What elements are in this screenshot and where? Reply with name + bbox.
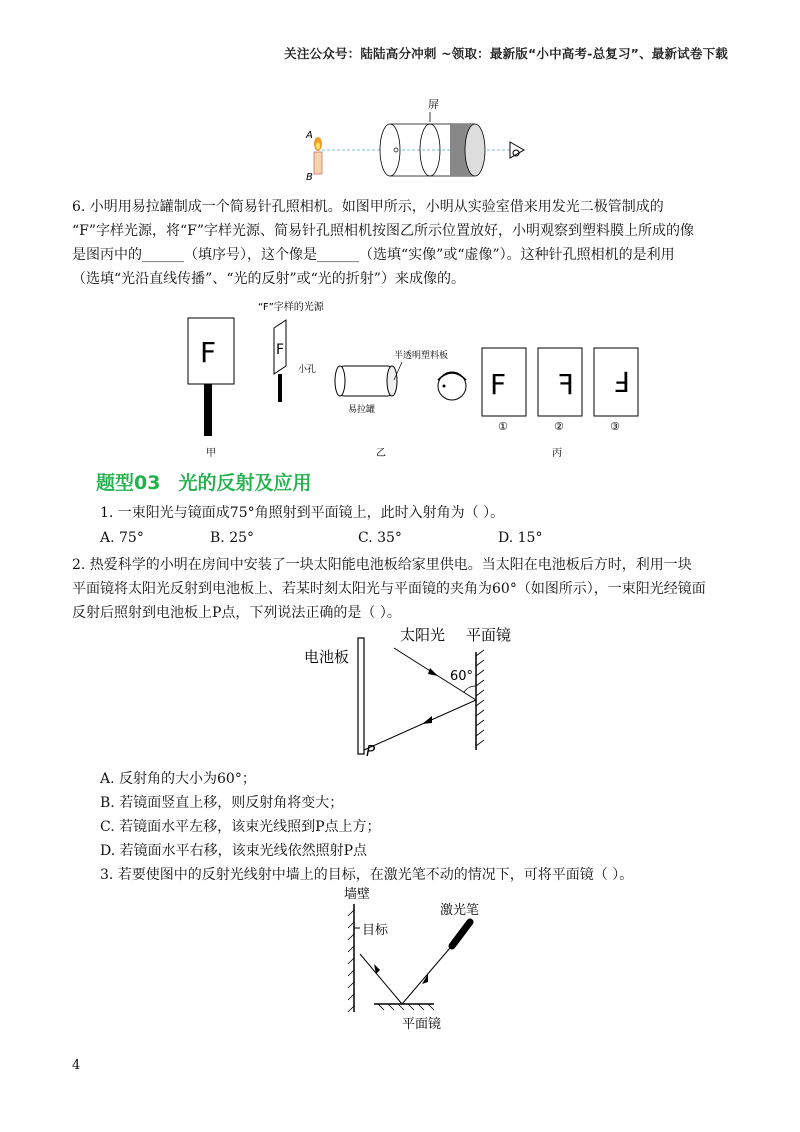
option-number-3: ③ (610, 420, 620, 433)
q6-line3: 是图丙中的______（填序号），这个像是______（选填“实像”或“虚像”）。这种针孔照相机的是利用 (72, 247, 675, 263)
laser-pen (452, 922, 470, 946)
caption-jia: 甲 (206, 448, 216, 459)
q6-line2: “F”字样光源，将“F”字样光源、简易针孔照相机按图乙所示位置放好，小明观察到塑料膜上所成的像 (72, 223, 695, 239)
option-number-1: ① (498, 420, 508, 433)
point-p-label: P (366, 742, 376, 760)
point-b-label: B (306, 172, 313, 183)
panel-label: 电池板 (304, 648, 350, 666)
angle-label: 60° (450, 669, 474, 684)
observer-head (438, 372, 466, 400)
q6-line1: 6. 小明用易拉罐制成一个简易针孔照相机。如图甲所示，小明从实验室借来用发光二极管制成的 (72, 199, 664, 215)
pinhole-camera-figure (300, 92, 540, 187)
q3-mirror-label: 平面镜 (402, 1017, 442, 1032)
small-source-letter: F (276, 342, 285, 358)
q2-option-c: C. 若镜面水平左移，该束光线照到P点上方； (100, 819, 381, 835)
hole-label: 小孔 (298, 365, 317, 375)
page-header: 关注公众号：陆陆高分冲刺 ~领取：最新版“小中高考-总复习”、最新试卷下载 (284, 46, 728, 61)
q6-line4: （选填“光沿直线传播”、“光的反射”或“光的折射”）来成像的。 (72, 271, 465, 287)
q1-option-b: B. 25° (210, 530, 255, 546)
q1-option-d: D. 15° (498, 530, 543, 546)
mirror-label: 平面镜 (466, 626, 512, 644)
q2-option-b: B. 若镜面竖直上移，则反射角将变大； (100, 795, 344, 811)
light-source-letter: F (200, 336, 217, 369)
q2-line1: 2. 热爱科学的小明在房间中安装了一块太阳能电池板给家里供电。当太阳在电池板后方时，利用一块 (72, 557, 692, 573)
q2-line3: 反射后照射到电池板上P点，下列说法正确的是（ ）。 (72, 605, 401, 621)
q2-line2: 平面镜将太阳光反射到电池板上、若某时刻太阳光与平面镜的夹角为60°（如图所示），一束阳光经镜面 (72, 581, 706, 597)
candle (314, 152, 322, 174)
q2-option-d: D. 若镜面水平右移，该束光线依然照射P点 (100, 843, 368, 859)
q1-option-a: A. 75° (100, 530, 144, 546)
reflected-ray (364, 700, 476, 750)
q2-figure (300, 624, 540, 764)
section-number: 题型03 (96, 472, 161, 494)
section-title: 光的反射及应用 (178, 472, 312, 494)
page-number: 4 (72, 1058, 81, 1073)
solar-panel (358, 638, 364, 754)
q2-option-a: A. 反射角的大小为60°； (100, 771, 256, 787)
film-label: 半透明塑料板 (394, 351, 449, 361)
source-label: “F”字样的光源 (258, 302, 324, 313)
section-heading (96, 468, 329, 495)
screen-label: 屏 (428, 98, 439, 111)
q1-option-c: C. 35° (358, 530, 402, 546)
svg-text:F: F (490, 368, 507, 401)
laser-incident-ray (402, 948, 450, 1004)
can-label: 易拉罐 (348, 405, 376, 415)
laser-label: 激光笔 (440, 903, 480, 918)
wall-label: 墙壁 (344, 887, 371, 902)
sun-label: 太阳光 (400, 626, 446, 644)
laser-reflected-ray (360, 954, 402, 1004)
svg-text:F: F (557, 368, 574, 401)
caption-yi: 乙 (376, 448, 386, 459)
q3-figure (330, 884, 530, 1032)
target-label: 目标 (362, 923, 389, 938)
q6-figure (180, 296, 650, 464)
svg-text:F: F (613, 365, 630, 398)
eye-icon (510, 142, 524, 158)
q3-stem: 3. 若要使图中的反射光线射中墙上的目标，在激光笔不动的情况下，可将平面镜（ ）。 (100, 867, 634, 883)
caption-bing: 丙 (552, 448, 562, 459)
option-number-2: ② (554, 420, 564, 433)
q1-stem: 1. 一束阳光与镜面成75°角照射到平面镜上，此时入射角为（ ）。 (100, 505, 505, 521)
point-a-label: A (306, 130, 313, 141)
